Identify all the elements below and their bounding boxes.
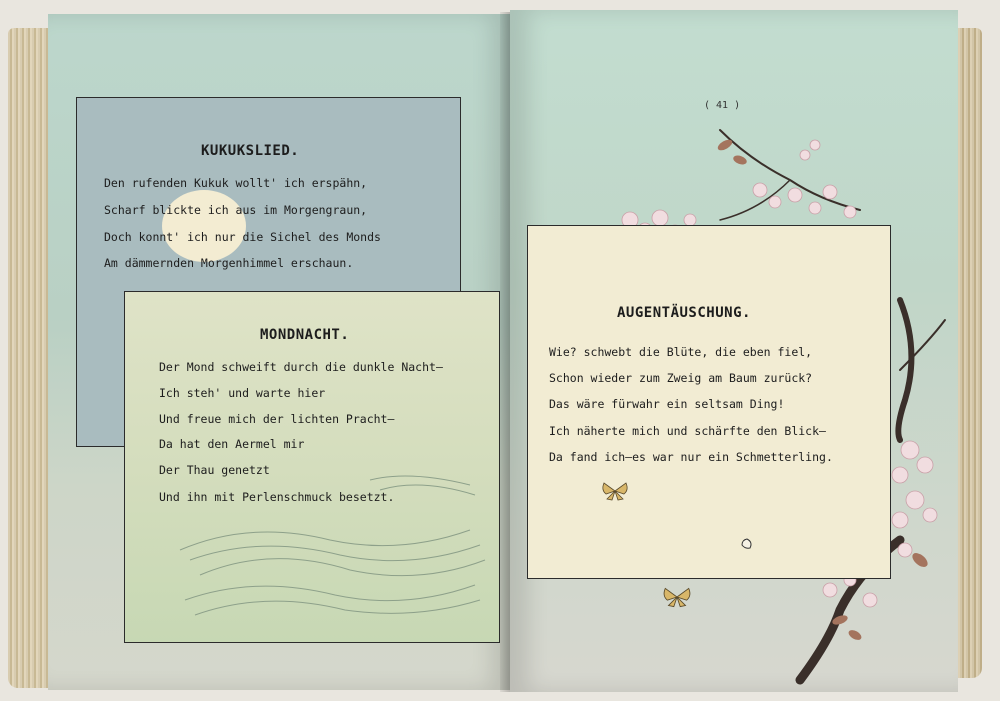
augentauschung-line-2: Schon wieder zum Zweig am Baum zurück? xyxy=(549,371,813,385)
augentauschung-line-3: Das wäre fürwahr ein seltsam Ding! xyxy=(549,397,785,411)
mondnacht-line-1: Der Mond schweift durch die dunkle Nacht— xyxy=(159,360,443,374)
kukukslied-line-3: Doch konnt' ich nur die Sichel des Monds xyxy=(104,230,381,244)
mondnacht-line-3: Und freue mich der lichten Pracht— xyxy=(159,412,395,426)
butterfly-icon xyxy=(661,585,693,609)
mondnacht-title: MONDNACHT. xyxy=(260,327,350,343)
augentauschung-line-4: Ich näherte mich und schärfte den Blick— xyxy=(549,424,826,438)
grass-illustration xyxy=(170,460,500,640)
kukukslied-line-1: Den rufenden Kukuk wollt' ich erspähn, xyxy=(104,176,368,190)
mondnacht-line-2: Ich steh' und warte hier xyxy=(159,386,326,400)
kukukslied-line-2: Scharf blickte ich aus im Morgengraun, xyxy=(104,203,368,217)
petal-icon xyxy=(740,538,754,550)
moon-illustration xyxy=(162,190,246,262)
augentauschung-line-5: Da fand ich—es war nur ein Schmetterling. xyxy=(549,450,833,464)
augentauschung-title: AUGENTÄUSCHUNG. xyxy=(617,305,751,321)
mondnacht-line-4: Da hat den Aermel mir xyxy=(159,437,305,451)
page-number: ( 41 ) xyxy=(704,100,741,111)
butterfly-icon xyxy=(600,480,630,502)
kukukslied-line-4: Am dämmernden Morgenhimmel erschaun. xyxy=(104,256,354,270)
kukukslied-title: KUKUKSLIED. xyxy=(201,143,300,159)
augentauschung-line-1: Wie? schwebt die Blüte, die eben fiel, xyxy=(549,345,813,359)
mondnacht-line-5: Der Thau genetzt xyxy=(159,463,270,477)
mondnacht-line-6: Und ihn mit Perlenschmuck besetzt. xyxy=(159,490,395,504)
